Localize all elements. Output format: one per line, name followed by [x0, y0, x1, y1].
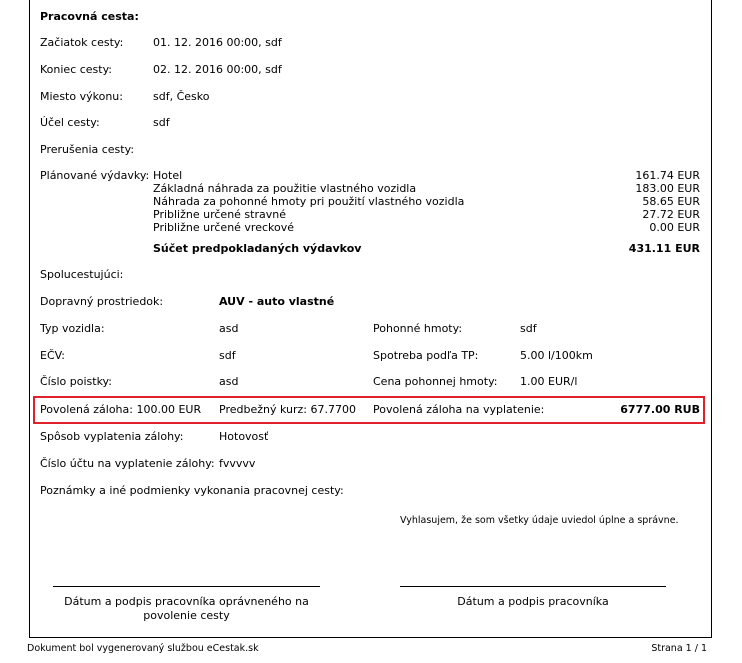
place-value: sdf, Česko — [153, 90, 210, 103]
transport-label: Dopravný prostriedok: — [40, 295, 164, 308]
vehicle-type-value: asd — [219, 322, 239, 335]
expenses-total-value: 431.11 EUR — [628, 242, 700, 255]
ecv-label: EČV: — [40, 349, 65, 362]
advance-allowed: Povolená záloha: 100.00 EUR — [40, 403, 202, 416]
authorized-signature-line — [53, 586, 320, 587]
start-value: 01. 12. 2016 00:00, sdf — [153, 36, 282, 49]
travelers-label: Spolucestujúci: — [40, 268, 124, 281]
expense-item-amount: 27.72 EUR — [642, 208, 700, 221]
expense-item-amount: 183.00 EUR — [635, 182, 700, 195]
payment-method-label: Spôsob vyplatenia zálohy: — [40, 430, 184, 443]
declaration-text: Vyhlasujem, že som všetky údaje uviedol úplne a správne. — [400, 515, 679, 526]
account-label: Číslo účtu na vyplatenie zálohy: — [40, 457, 215, 470]
expense-item-amount: 161.74 EUR — [635, 169, 700, 182]
document-page — [29, 0, 712, 638]
fuel-price-value: 1.00 EUR/l — [520, 375, 578, 388]
advance-rate: Predbežný kurz: 67.7700 — [219, 403, 356, 416]
notes-label: Poznámky a iné podmienky vykonania pracovnej cesty: — [40, 484, 344, 497]
advance-payout-label: Povolená záloha na vyplatenie: — [373, 403, 545, 416]
expense-item-amount: 58.65 EUR — [642, 195, 700, 208]
purpose-label: Účel cesty: — [40, 116, 100, 129]
employee-signature-line — [400, 586, 666, 587]
employee-signature-caption: Dátum a podpis pracovníka — [457, 595, 609, 608]
interruptions-label: Prerušenia cesty: — [40, 143, 135, 156]
expense-item-name: Hotel — [153, 169, 183, 182]
account-value: fvvvvv — [219, 457, 256, 470]
policy-label: Číslo poistky: — [40, 375, 112, 388]
end-value: 02. 12. 2016 00:00, sdf — [153, 63, 282, 76]
policy-value: asd — [219, 375, 239, 388]
expenses-total-label: Súčet predpokladaných výdavkov — [153, 242, 362, 255]
footer-page-number: Strana 1 / 1 — [651, 643, 707, 654]
section-heading: Pracovná cesta: — [40, 10, 139, 23]
expense-item-amount: 0.00 EUR — [649, 221, 700, 234]
end-label: Koniec cesty: — [40, 63, 113, 76]
fuel-price-label: Cena pohonnej hmoty: — [373, 375, 498, 388]
payment-method-value: Hotovosť — [219, 430, 269, 443]
fuel-label: Pohonné hmoty: — [373, 322, 463, 335]
consumption-value: 5.00 l/100km — [520, 349, 593, 362]
vehicle-type-label: Typ vozidla: — [40, 322, 105, 335]
expenses-label: Plánované výdavky: — [40, 169, 150, 182]
expense-item-name: Približne určené stravné — [153, 208, 286, 221]
expense-item-name: Základná náhrada za použitie vlastného vozidla — [153, 182, 417, 195]
consumption-label: Spotreba podľa TP: — [373, 349, 479, 362]
advance-payout-value: 6777.00 RUB — [620, 403, 700, 416]
transport-value: AUV - auto vlastné — [219, 295, 335, 308]
ecv-value: sdf — [219, 349, 236, 362]
expense-item-name: Približne určené vreckové — [153, 221, 295, 234]
footer-generated: Dokument bol vygenerovaný službou eCestak.sk — [27, 643, 259, 654]
place-label: Miesto výkonu: — [40, 90, 123, 103]
expense-item-name: Náhrada za pohonné hmoty pri použití vlastného vozidla — [153, 195, 465, 208]
fuel-value: sdf — [520, 322, 537, 335]
purpose-value: sdf — [153, 116, 170, 129]
start-label: Začiatok cesty: — [40, 36, 124, 49]
authorized-signature-caption: Dátum a podpis pracovníka oprávneného na povolenie cesty — [64, 595, 309, 622]
